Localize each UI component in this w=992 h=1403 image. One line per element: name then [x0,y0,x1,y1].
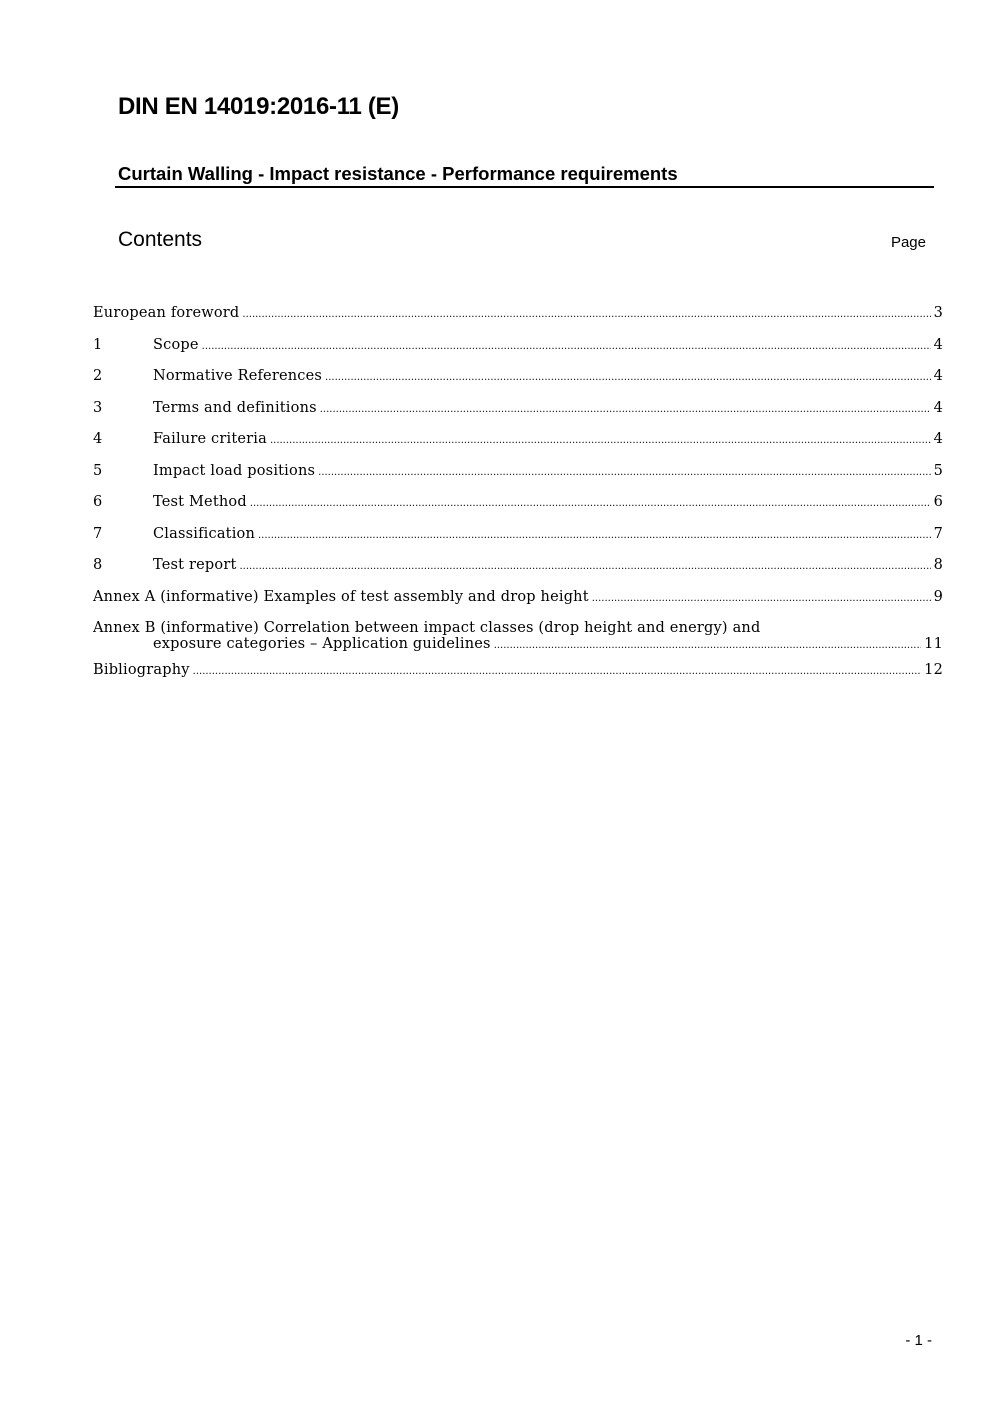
toc-entry-number: 4 [93,431,103,447]
toc-entry-text: Classification [153,525,255,542]
toc-entry-number: 5 [93,462,103,479]
page-number: - 1 - [905,1332,932,1349]
toc-entry-line-1 [93,620,943,636]
toc-leader-dots [240,561,931,572]
toc-entry-number: 3 [93,399,103,416]
toc-entry-european-foreword[interactable] [93,305,943,337]
toc-entry-text: Impact load positions [153,462,316,479]
toc-leader-dots [325,372,931,383]
toc-leader-dots [270,435,931,446]
toc-leader-dots [202,341,931,352]
toc-entry-page: 4 [933,336,943,353]
toc-entry-text: Normative References [153,368,323,384]
toc-entry-annex-b[interactable] [93,620,943,652]
contents-heading: Contents [118,228,203,251]
toc-entry-bibliography[interactable] [93,662,943,694]
toc-entry-text: Test report [153,557,237,573]
toc-entry-page: 7 [933,525,943,542]
toc-entry-scope[interactable] [93,337,943,369]
document-subtitle: Curtain Walling - Impact resistance - Performance requirements [118,163,678,184]
toc-entry-text: Bibliography [93,662,190,678]
toc-entry-page: 4 [933,368,943,384]
page-column-label: Page [890,234,926,251]
toc-leader-dots [193,666,921,677]
toc-leader-dots [258,530,931,541]
toc-leader-dots [320,404,931,415]
document-title: DIN EN 14019:2016-11 (E) [118,93,399,120]
toc-entry-text: Test Method [153,494,247,510]
toc-leader-dots [494,640,921,651]
toc-entry-page: 9 [933,588,943,605]
toc-leader-dots [242,309,930,320]
toc-entry-test-method[interactable] [93,494,943,526]
toc-entry-text: Terms and definitions [153,399,317,416]
toc-leader-dots [250,498,931,509]
toc-entry-terms-and-definitions[interactable] [93,400,943,432]
subtitle-underline [115,186,934,188]
toc-entry-page: 4 [933,399,943,416]
toc-entry-test-report[interactable] [93,557,943,589]
toc-entry-page: 8 [933,557,943,573]
toc-entry-line-2 [93,636,943,652]
toc-entry-text: Annex A (informative) Examples of test assembly and drop height [93,588,589,605]
toc-entry-number: 2 [93,368,103,384]
toc-entry-number: 8 [93,557,103,573]
toc-entry-page: 3 [933,305,943,321]
toc-entry-number: 6 [93,494,103,510]
toc-entry-text: European foreword [93,305,240,321]
toc-leader-dots [318,467,930,478]
toc-leader-dots [592,593,931,604]
toc-entry-text: Failure criteria [153,431,267,447]
toc-entry-failure-criteria[interactable] [93,431,943,463]
toc-entry-text: Annex B (informative) Correlation between impact classes (drop height and energy) and [93,620,761,636]
toc-entry-classification[interactable] [93,526,943,558]
toc-entry-annex-a[interactable] [93,589,943,621]
toc-entry-page: 4 [933,431,943,447]
toc-entry-page: 12 [924,662,943,678]
toc-entry-normative-references[interactable] [93,368,943,400]
table-of-contents [93,305,943,694]
toc-entry-page: 11 [924,636,943,652]
toc-entry-page: 5 [933,462,943,479]
toc-entry-page: 6 [933,494,943,510]
toc-entry-number: 1 [93,336,103,353]
toc-entry-text: Scope [153,336,199,353]
toc-entry-impact-load-positions[interactable] [93,463,943,495]
toc-entry-text: exposure categories – Application guidelines [153,636,491,652]
toc-entry-number: 7 [93,525,103,542]
